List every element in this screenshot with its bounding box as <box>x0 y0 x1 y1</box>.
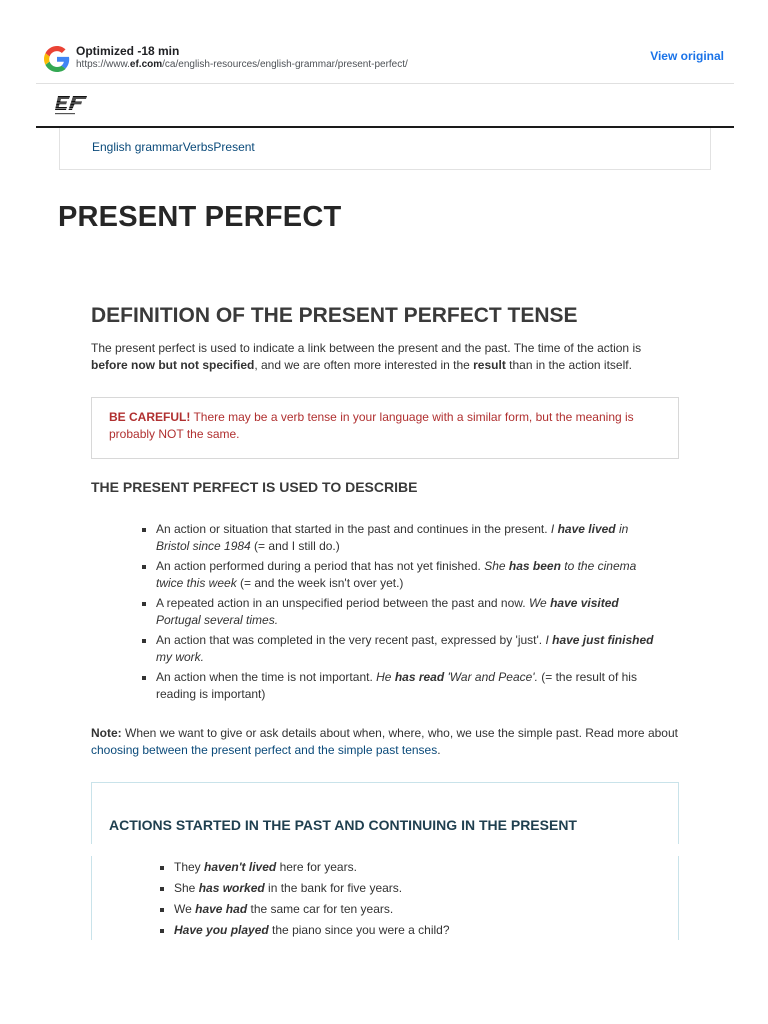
definition-text: than in the action itself. <box>505 358 632 372</box>
use-example: He <box>376 670 395 684</box>
use-example: She <box>484 559 509 573</box>
list-item <box>160 880 610 897</box>
use-note: (= and I still do.) <box>250 538 340 553</box>
use-example: I <box>545 633 553 647</box>
use-verb: have visited <box>550 596 619 610</box>
uses-heading: THE PRESENT PERFECT IS USED TO DESCRIBE <box>91 479 418 495</box>
definition-paragraph <box>91 340 681 374</box>
optimized-page-bar <box>36 38 734 82</box>
definition-bold: before now but not specified <box>91 358 255 372</box>
definition-text: The present perfect is used to indicate a link between the present and the past. The time of the action is <box>91 341 642 355</box>
url-path: /ca/english-resources/english-grammar/present-perfect/ <box>162 59 408 70</box>
example-verb: has worked <box>198 881 265 895</box>
simple-past-link[interactable]: choosing between the present perfect and the simple past tenses <box>91 743 438 757</box>
note-label: Note: <box>91 726 122 740</box>
use-example: Portugal several times. <box>156 612 279 627</box>
use-verb: has been <box>508 559 561 573</box>
definition-heading: DEFINITION OF THE PRESENT PERFECT TENSE <box>91 304 578 327</box>
use-note: (= and the week isn't over yet.) <box>236 575 404 590</box>
page-url <box>76 59 408 70</box>
example-verb: haven't lived <box>204 860 277 874</box>
breadcrumb <box>92 140 255 154</box>
use-example: to the cinema twice this week <box>156 559 637 590</box>
list-item <box>142 521 662 554</box>
list-item <box>160 901 610 918</box>
example-text: We <box>174 902 196 916</box>
use-text: An action that was completed in the very recent past, expressed by 'just'. <box>156 633 546 647</box>
page-title: PRESENT PERFECT <box>58 201 342 233</box>
example-text: They <box>174 860 205 874</box>
url-domain: ef.com <box>129 59 163 70</box>
be-careful-text <box>109 409 659 443</box>
be-careful-box <box>91 397 679 459</box>
example-text: here for years. <box>276 860 357 874</box>
note-paragraph <box>91 725 681 759</box>
use-note: (= the result of his reading is important) <box>156 670 637 701</box>
use-verb: have just finished <box>552 633 654 647</box>
ef-logo-icon[interactable] <box>54 94 90 118</box>
definition-text: , and we are often more interested in the <box>254 358 474 372</box>
use-verb: have lived <box>557 522 616 536</box>
section-box-body <box>91 856 679 940</box>
use-verb: has read <box>394 670 445 684</box>
breadcrumb-english-grammar[interactable]: English grammar <box>92 140 183 154</box>
definition-bold: result <box>473 358 506 372</box>
example-text: in the bank for five years. <box>264 881 403 895</box>
list-item <box>160 859 610 876</box>
list-item <box>142 595 662 628</box>
breadcrumb-present[interactable]: Present <box>213 140 255 154</box>
list-item <box>142 669 662 702</box>
be-careful-label: BE CAREFUL! <box>109 410 191 424</box>
optimized-title: Optimized -18 min <box>76 44 180 58</box>
use-example: my work. <box>156 649 204 664</box>
section-box-header <box>91 782 679 844</box>
example-text: She <box>174 881 199 895</box>
use-example: in Bristol since 1984 <box>156 522 629 553</box>
example-text: the piano since you were a child? <box>268 923 450 937</box>
view-original-link[interactable]: View original <box>650 49 724 63</box>
examples-list <box>160 859 610 943</box>
use-example: We <box>528 596 551 610</box>
note-end: . <box>437 743 441 757</box>
section-heading: ACTIONS STARTED IN THE PAST AND CONTINUING IN THE PRESENT <box>109 817 577 833</box>
be-careful-body: There may be a verb tense in your language with a similar form, but the meaning is probably NOT the same. <box>109 410 634 441</box>
use-text: An action when the time is not important. <box>156 670 377 684</box>
breadcrumb-verbs[interactable]: Verbs <box>182 140 214 154</box>
google-g-icon <box>44 46 70 72</box>
uses-list <box>142 521 662 706</box>
use-example: 'War and Peace'. <box>444 670 538 684</box>
list-item <box>142 632 662 665</box>
use-text: An action performed during a period that has not yet finished. <box>156 559 485 573</box>
list-item <box>142 558 662 591</box>
list-item <box>160 922 610 939</box>
breadcrumb-box <box>59 128 711 170</box>
use-example: I <box>550 522 558 536</box>
use-text: A repeated action in an unspecified period between the past and now. <box>156 596 529 610</box>
note-text: When we want to give or ask details about when, where, who, we use the simple past. Read more about <box>121 726 678 740</box>
url-prefix: https://www. <box>76 59 130 70</box>
example-verb: Have you played <box>174 923 269 937</box>
top-divider <box>36 83 734 84</box>
use-text: An action or situation that started in the past and continues in the present. <box>156 522 551 536</box>
example-text: the same car for ten years. <box>247 902 394 916</box>
example-verb: have had <box>195 902 248 916</box>
